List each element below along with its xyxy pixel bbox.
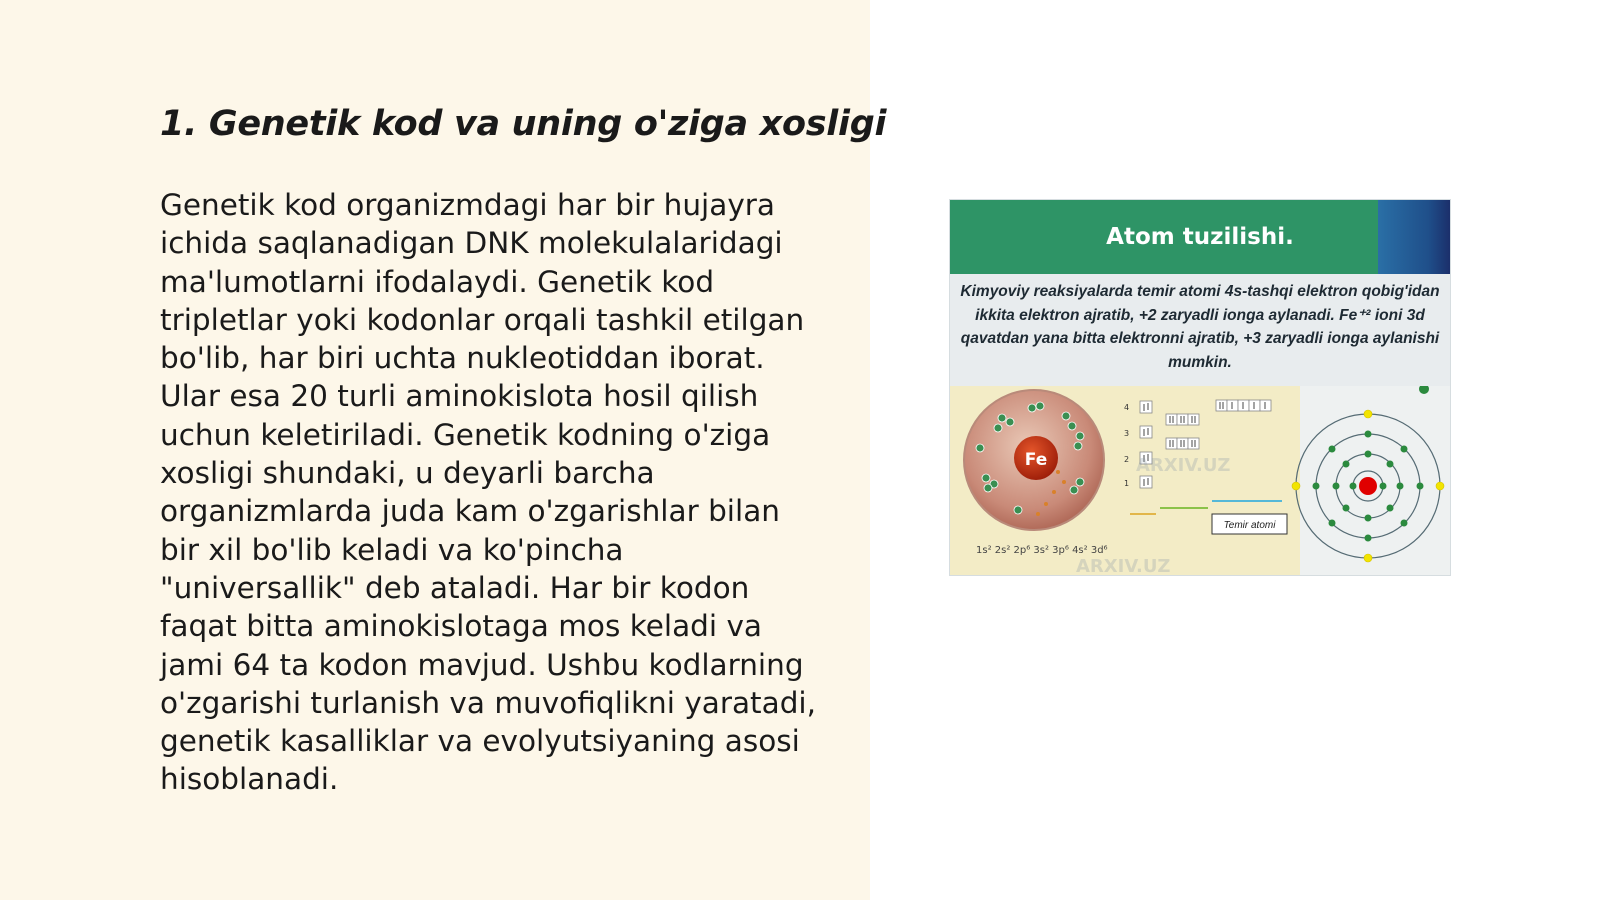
level-label: 3	[1124, 429, 1130, 438]
atom-structure-figure	[950, 200, 1450, 575]
figure-header	[950, 200, 1450, 274]
electron-config: 1s² 2s² 2p⁶ 3s² 3p⁶ 4s² 3d⁶	[976, 545, 1108, 556]
nucleus-label: Fe	[1024, 450, 1048, 470]
figure-title: Atom tuzilishi.	[1106, 224, 1294, 250]
watermark: ARXIV.UZ	[1076, 556, 1171, 575]
slide-body-text: Genetik kod organizmdagi har bir hujayra ichida saqlanadigan DNK molekulalaridagi ma'lumotlarni ifodalaydi. Genetik kod tripletlar yoki kodonlar orqali tashkil etilgan bo'lib, har biri uchta nukleotiddan iborat. Ular esa 20 turli aminokislota hosil qilish uchun keletiriladi. Genetik kodning o'ziga xosligi shundaki, u deyarli barcha organizmlarda juda kam o'zgarishlar bilan bir xil bo'lib keladi va ko'pincha "universallik" deb ataladi. Har bir kodon faqat bitta aminokislotaga mos keladi va jami 64 ta kodon mavjud. Ushbu kodlarning o'zgarishi turlanish va muvofiqlikni yaratadi, genetik kasalliklar va evolyutsiyaning asosi hisoblanadi.	[160, 188, 817, 797]
level-label: 4	[1124, 403, 1130, 412]
bohr-nucleus	[1359, 477, 1377, 495]
watermark: ARXIV.UZ	[1136, 455, 1231, 476]
slide-title: 1. Genetik kod va uning o'ziga xosligi	[160, 104, 887, 144]
figure-caption: Kimyoviy reaksiyalarda temir atomi 4s-tashqi elektron qobig'idan ikkita elektron ajratib, +2 zaryadli ionga aylanadi. Fe⁺² ioni 3d qavatdan yana bitta elektronni ajratib, +3 zaryadli ionga aylanishi mumkin.	[960, 283, 1440, 371]
atom-diagram	[950, 386, 1450, 575]
level-label: 2	[1124, 455, 1130, 464]
level-label: 1	[1124, 479, 1130, 488]
atom-label: Temir atomi	[1223, 520, 1276, 531]
